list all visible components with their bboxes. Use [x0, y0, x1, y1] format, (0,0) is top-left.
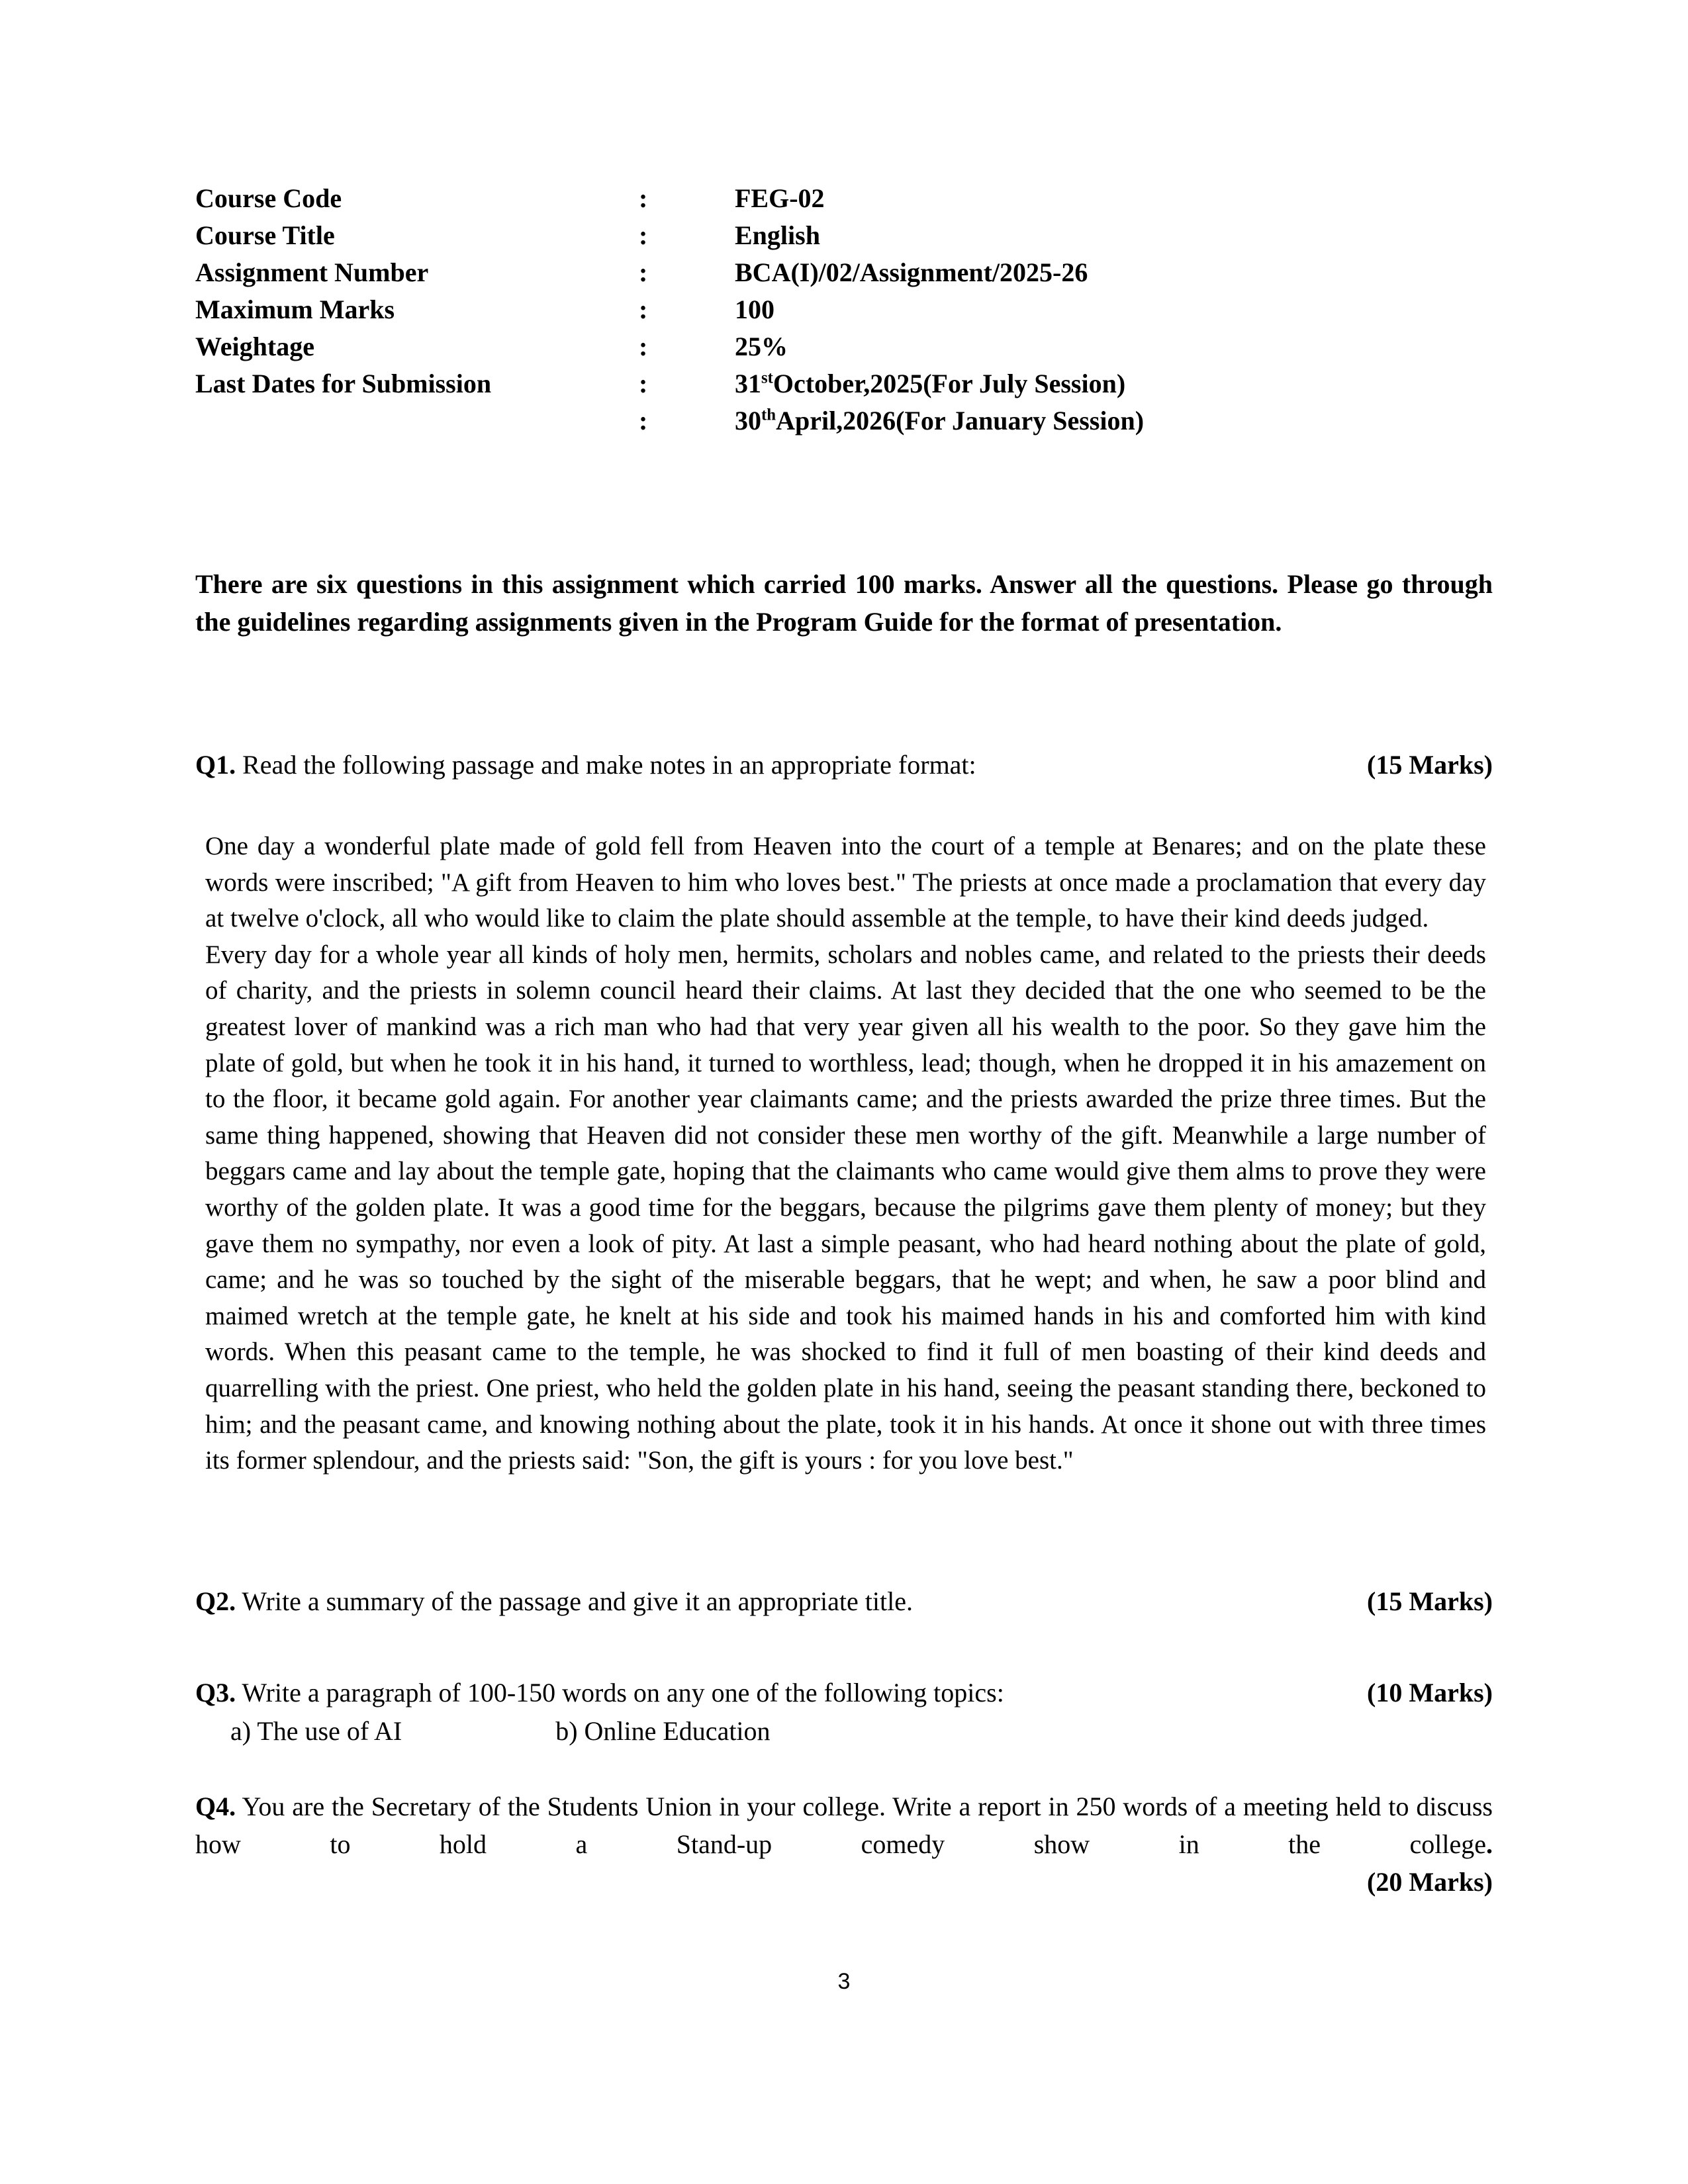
- meta-label-weightage: Weightage: [195, 332, 314, 361]
- reading-passage: [205, 829, 1486, 1479]
- meta-colon: :: [639, 295, 648, 324]
- meta-label-maximum-marks: Maximum Marks: [195, 295, 395, 324]
- question-3-text: [195, 1674, 1004, 1712]
- question-2-number: Q2.: [195, 1586, 236, 1616]
- question-3-option-b: b) Online Education: [555, 1716, 771, 1746]
- meta-row-last-date-july: [195, 371, 1321, 408]
- question-1-heading: [195, 747, 1493, 784]
- question-3-options: [230, 1713, 1289, 1751]
- question-2-prompt: Write a summary of the passage and give it an appropriate title.: [236, 1586, 913, 1616]
- question-1-text: [195, 747, 976, 784]
- question-2-marks: (15 Marks): [1367, 1586, 1493, 1616]
- meta-row-assignment-number: [195, 259, 1321, 296]
- meta-label-course-title: Course Title: [195, 220, 335, 250]
- assignment-instructions: There are six questions in this assignment which carried 100 marks. Answer all the questions. Please go through the guidelines regarding assignments given in the Program Guide for the format of presentation.: [195, 569, 1493, 637]
- question-4-end-punctuation: .: [1486, 1829, 1493, 1859]
- meta-value-assignment-number: BCA(I)/02/Assignment/2025-26: [735, 257, 1088, 287]
- question-4-marks: (20 Marks): [1367, 1866, 1493, 1897]
- meta-row-maximum-marks: [195, 296, 1321, 334]
- meta-row-weightage: [195, 334, 1321, 371]
- question-2-heading: [195, 1583, 1493, 1621]
- page-number: 3: [837, 1969, 851, 1994]
- date-ordinal-july: st: [761, 369, 773, 387]
- meta-colon: :: [639, 332, 648, 361]
- date-day-january: 30: [735, 406, 761, 435]
- question-3-marks: (10 Marks): [1367, 1678, 1493, 1707]
- date-rest-july: October,2025(For July Session): [773, 369, 1126, 398]
- meta-colon: :: [639, 406, 648, 435]
- meta-label-empty: [195, 408, 639, 445]
- passage-paragraph-2: Every day for a whole year all kinds of holy men, hermits, scholars and nobles came, and related to the priests their deeds of charity, and the priests in solemn council heard their claims. At last they decided that the one who seemed to be the greatest lover of mankind was a rich man who had that very year given all his wealth to the poor. So they gave him the plate of gold, but when he took it in his hand, it turned to worthless, lead; though, when he dropped it in his amazement on to the floor, it became gold again. For another year claimants came; and the priests awarded the prize three times. But the same thing happened, showing that Heaven did not consider these men worthy of the gift. Meanwhile a large number of beggars came and lay about the temple gate, hoping that the claimants who came would give them alms to prove they were worthy of the golden plate. It was a good time for the beggars, because the pilgrims gave them plenty of money; but they gave them no sympathy, nor even a look of pity. At last a simple peasant, who had heard nothing about the plate of gold, came; and he was so touched by the sight of the miserable beggars, that he wept; and when, he saw a poor blind and maimed wretch at the temple gate, he knelt at his side and took his maimed hands in his and comforted him with kind words. When this peasant came to the temple, he was shocked to find it full of men boasting of their kind deeds and quarrelling with the priest. One priest, who held the golden plate in his hand, seeing the peasant standing there, beckoned to him; and the peasant came, and knowing nothing about the plate, took it in his hands. At once it shone out with three times its former splendour, and the priests said: "Son, the gift is yours : for you love best.": [205, 940, 1486, 1475]
- question-3-option-a: a) The use of AI: [230, 1716, 402, 1746]
- meta-label-assignment-number: Assignment Number: [195, 257, 429, 287]
- question-1-prompt: Read the following passage and make notes in an appropriate format:: [236, 750, 976, 780]
- meta-label-last-dates: Last Dates for Submission: [195, 369, 492, 398]
- course-meta-table: [195, 185, 1321, 445]
- question-4-prompt: You are the Secretary of the Students Union in your college. Write a report in 250 words of a meeting held to discuss how to hold a Stand-up comedy show in the college: [195, 1792, 1493, 1859]
- meta-row-last-date-january: [195, 408, 1321, 445]
- meta-colon: :: [639, 257, 648, 287]
- meta-row-course-title: [195, 222, 1321, 259]
- question-3-heading: [195, 1674, 1493, 1712]
- date-rest-january: April,2026(For January Session): [776, 406, 1145, 435]
- meta-value-last-date-january: [735, 408, 1321, 445]
- question-2-text: [195, 1583, 913, 1621]
- question-1-number: Q1.: [195, 750, 236, 780]
- date-day-july: 31: [735, 369, 761, 398]
- meta-label-course-code: Course Code: [195, 183, 342, 213]
- question-4-number: Q4.: [195, 1792, 236, 1821]
- meta-colon: :: [639, 183, 648, 213]
- meta-value-maximum-marks: 100: [735, 295, 774, 324]
- question-1-marks: (15 Marks): [1367, 750, 1493, 780]
- question-4-heading: [195, 1788, 1493, 1901]
- date-ordinal-january: th: [761, 406, 776, 424]
- question-3-prompt: Write a paragraph of 100-150 words on any one of the following topics:: [236, 1678, 1004, 1707]
- passage-paragraph-1: One day a wonderful plate made of gold fell from Heaven into the court of a temple at Benares; and on the plate these words were inscribed; "A gift from Heaven to him who loves best." The priests at once made a proclamation that every day at twelve o'clock, all who would like to claim the plate should assemble at the temple, to have their kind deeds judged.: [205, 832, 1486, 933]
- meta-colon: :: [639, 220, 648, 250]
- meta-colon: :: [639, 369, 648, 398]
- meta-value-last-date-july: [735, 371, 1321, 408]
- meta-value-course-code: FEG-02: [735, 183, 825, 213]
- meta-value-weightage: 25%: [735, 332, 788, 361]
- meta-row-course-code: [195, 185, 1321, 222]
- question-3-number: Q3.: [195, 1678, 236, 1707]
- meta-value-course-title: English: [735, 220, 820, 250]
